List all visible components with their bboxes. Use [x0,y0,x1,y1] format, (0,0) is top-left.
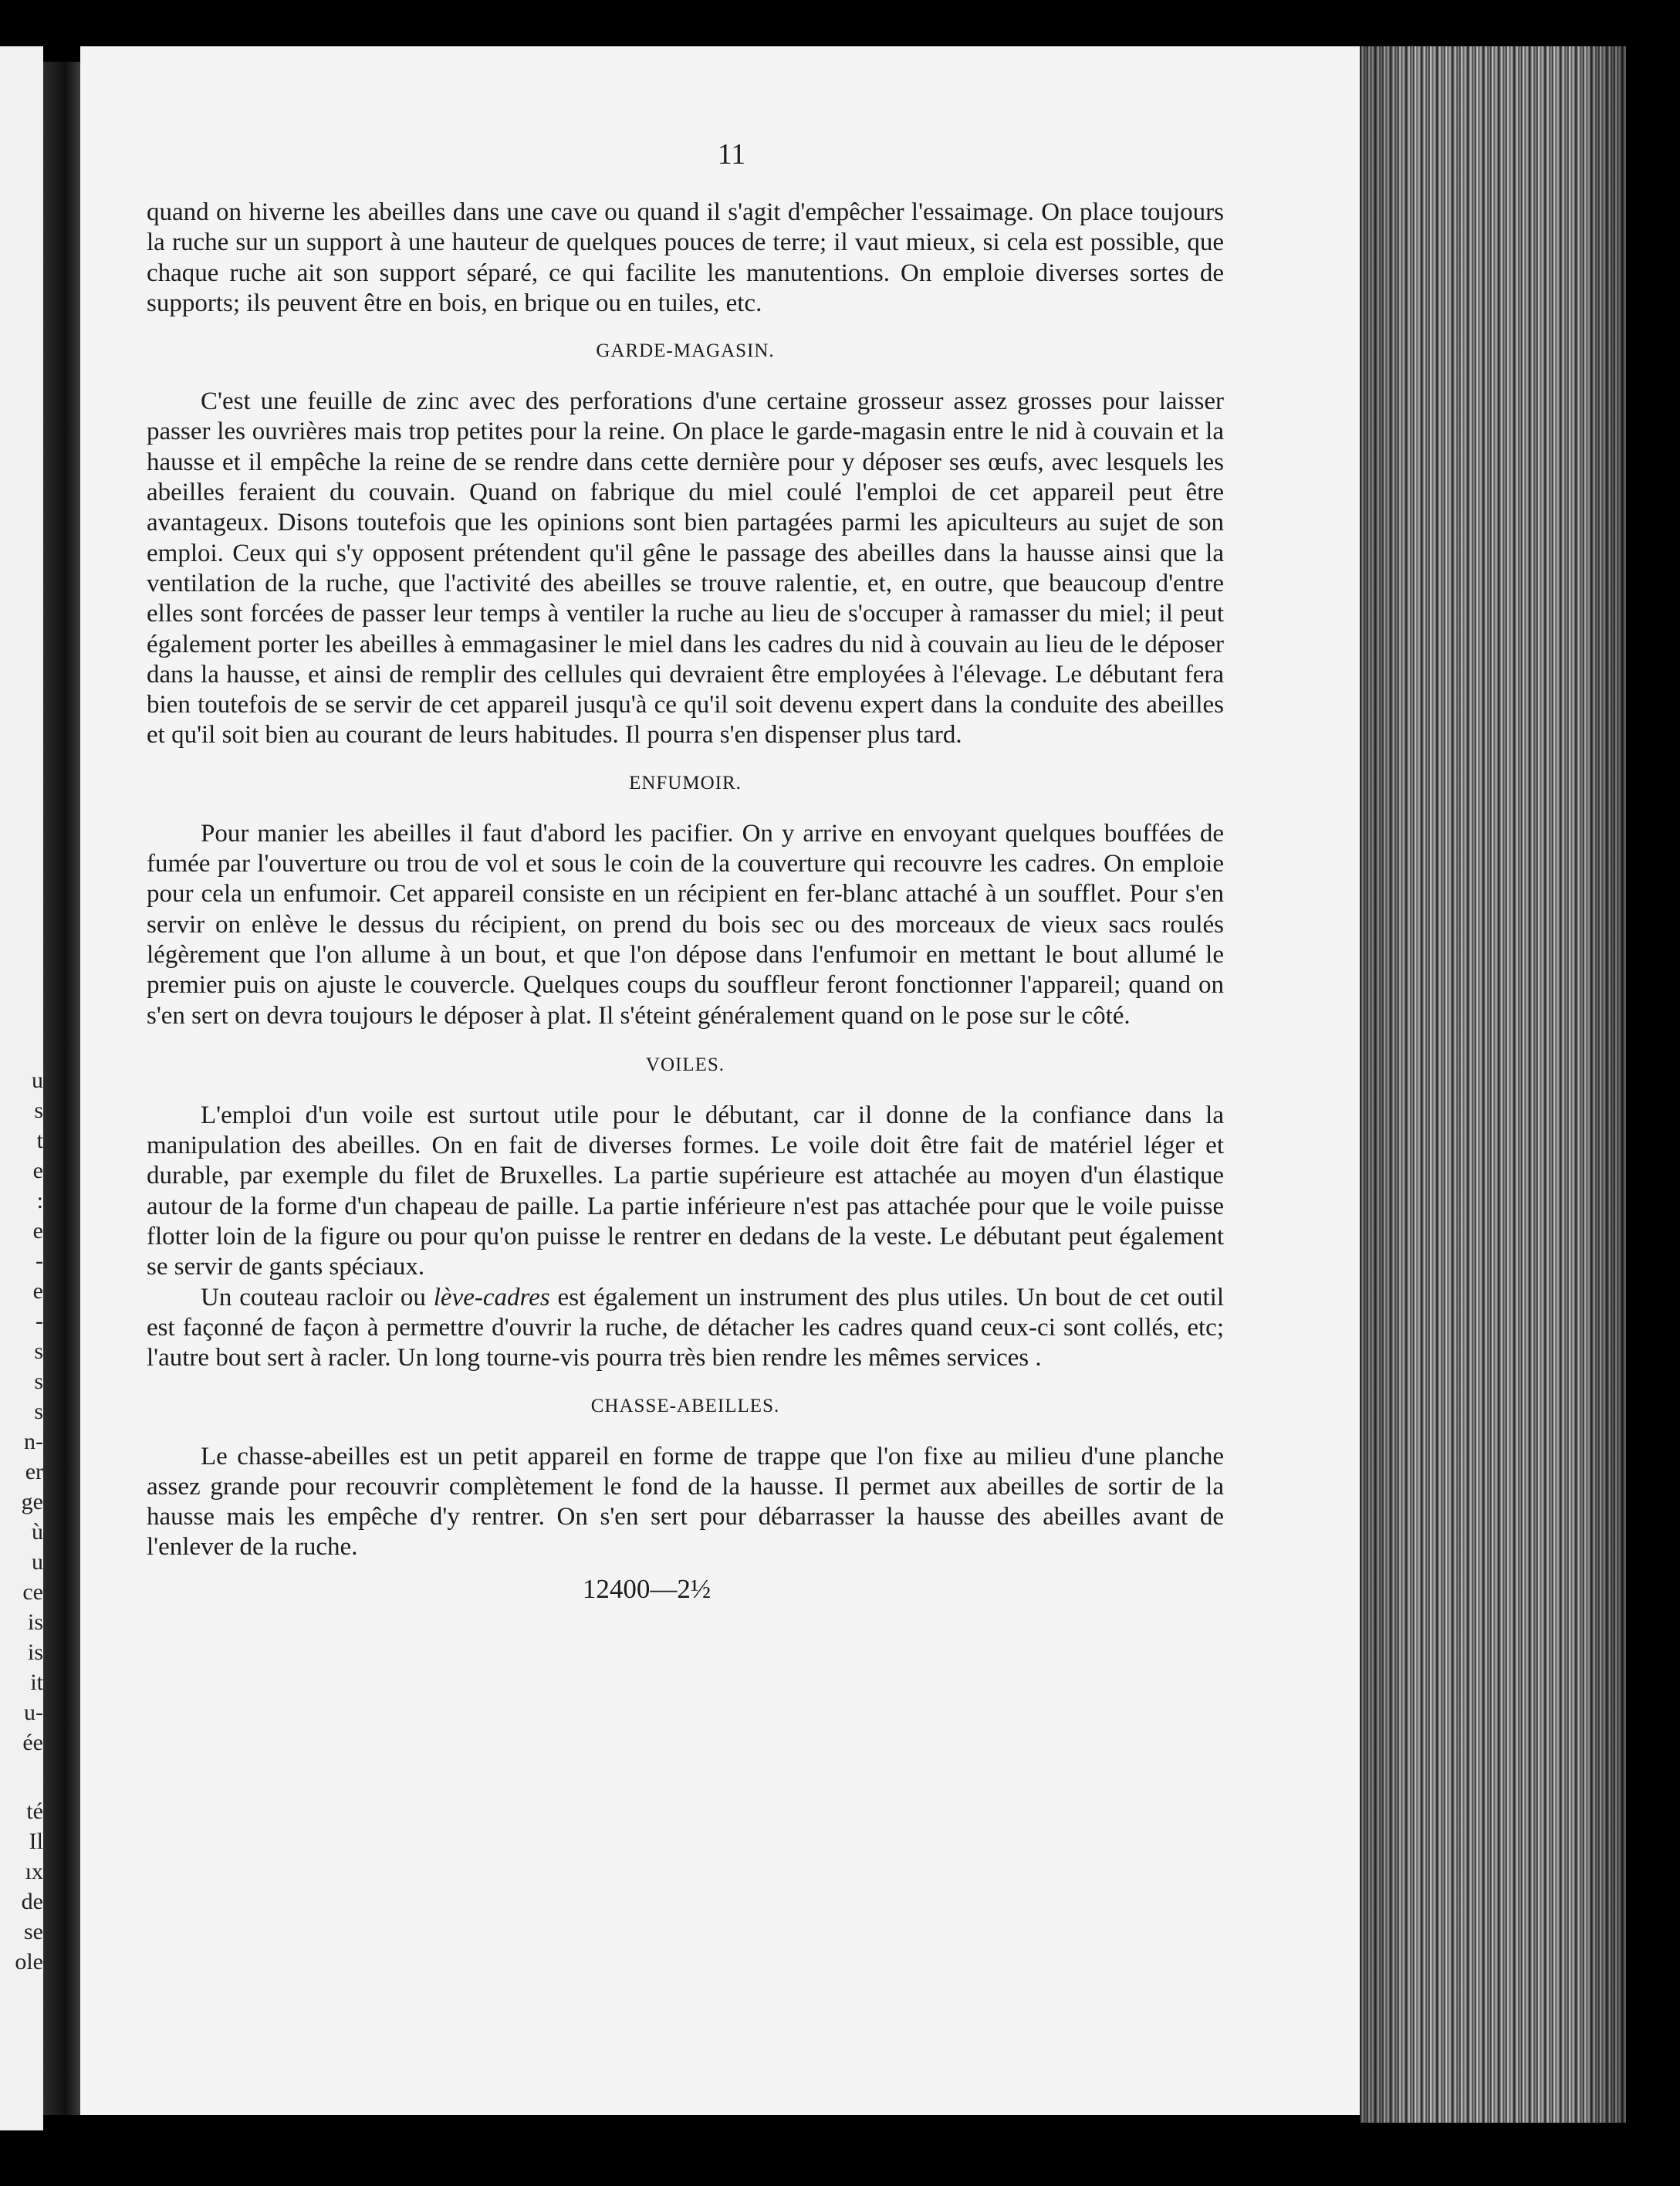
facing-page-fragment: té [26,1799,43,1824]
facing-page-fragment [0,1758,46,1796]
heading-enfumoir: ENFUMOIR. [629,772,742,794]
facing-page-fragment: n- [24,1429,43,1454]
facing-page-fragment: : [36,1188,43,1213]
intro-paragraph: quand on hiverne les abeilles dans une cave ou quand il s'agit d'empêcher l'essaimage. On place toujours la ruche sur un support à une hauteur de quelques pouces de terre; il vaut mieux, si cela est possible, que chaque ruche ait son support séparé, ce qui facilite les manutentions. On emploie diverses sortes de supports; ils peuvent être en bois, en brique ou en tuiles, etc. [147,198,1224,317]
facing-page-fragment: - [35,1308,43,1334]
couteau-text-end: est également un instrument des plus utiles. Un bout de cet outil est façonné de façon à permettre d'ouvrir la ruche, de détacher les cadres quand ceux-ci sont collés, etc; l'autre bout sert à racler. Un long tourne-vis pourra très bien rendre les mêmes services . [147,1283,1224,1372]
heading-chasse-abeilles: CHASSE-ABEILLES. [590,1395,780,1416]
heading-garde-magasin: GARDE-MAGASIN. [596,340,775,362]
facing-page-fragment: s [34,1098,43,1123]
facing-page-fragment: se [24,1919,43,1944]
facing-page-fragment: ıx [25,1859,43,1884]
couteau-text-start: Un couteau racloir ou [201,1283,434,1311]
facing-page-fragment: de [21,1889,43,1914]
heading-voiles: VOILES. [645,1054,725,1075]
page-number: 11 [717,138,746,171]
leve-cadres-term: lève-cadres [433,1283,550,1311]
facing-page-fragment: ole [15,1949,43,1975]
enfumoir-paragraph: Pour manier les abeilles il faut d'abord les pacifier. On y arrive en envoyant quelques bouffées de fumée par l'ouverture ou trou de vol et sous le coin de la couverture qui recouvre les cadres. On emploie pour cela un enfumoir. Cet appareil consiste en un récipient en fer-blanc attaché à un soufflet. Pour s'en servir on enlève le dessus du récipient, on prend du bois sec ou des morceaux de vieux sacs roulés légèrement que l'on allume à un bout, et que l'on dépose dans l'enfumoir en mettant le bout allumé le premier puis on ajuste le couvercle. Quelques coups du souffleur feront fonctionner l'appareil; quand on s'en sert on devra toujours le déposer à plat. Il s'éteint généralement quand on le pose sur le côté. [147,819,1224,1030]
couteau-racloir-paragraph [147,1283,1224,1374]
facing-page-text-fragments [0,1065,46,1977]
facing-page-fragment: ge [21,1489,43,1514]
facing-page-fragment: e [32,1158,43,1183]
facing-page-fragment: t [36,1128,43,1153]
garde-magasin-paragraph: C'est une feuille de zinc avec des perforations d'une certaine grosseur assez grosses pour laisser passer les ouvrières mais trop petites pour la reine. On place le garde-magasin entre le nid à couvain et la hausse et il empêche la reine de se rendre dans cette dernière pour y déposer ses œufs, avec lesquels les abeilles feraient du couvain. Quand on fabrique du miel coulé l'emploi de cet appareil peut être avantageux. Disons toutefois que les opinions sont bien partagées parmi les apiculteurs au sujet de son emploi. Ceux qui s'y opposent prétendent qu'il gêne le passage des abeilles dans la hausse ainsi que la ventilation de la ruche, que l'activité des abeilles se trouve ralentie, et, en outre, que beaucoup d'entre elles sont forcées de passer leur temps à ventiler la ruche au lieu de s'occuper à ramasser du miel; il peut également porter les abeilles à emmagasiner le miel dans les cadres du nid à couvain au lieu de le déposer dans la hausse, et ainsi de remplir des cellules qui devraient être employées à l'élevage. Le débutant fera bien toutefois de se servir de cet appareil jusqu'à ce qu'il soit devenu expert dans la conduite des abeilles et qu'il soit bien au courant de leurs habitudes. Il pourra s'en dispenser plus tard. [147,387,1224,750]
facing-page-fragment: ée [22,1730,43,1755]
chasse-abeilles-paragraph: Le chasse-abeilles est un petit appareil en forme de trappe que l'on fixe au milieu d'une planche assez grande pour recouvrir complètement le fond de la hausse. Il permet aux abeilles de sortir de la hausse mais les empêche d'y rentrer. On s'en sert pour débarrasser la hausse des abeilles avant de l'enlever de la ruche. [147,1442,1224,1562]
page-content [147,137,1224,1605]
page-block-shade [1360,46,1626,2123]
facing-page-fragment: u- [24,1700,43,1725]
facing-page-fragment: s [34,1399,43,1424]
facing-page-fragment: ce [22,1579,43,1605]
facing-page-fragment: it [30,1670,43,1695]
facing-page-fragment: u [32,1068,43,1093]
facing-page-fragment: er [25,1459,43,1484]
facing-page-edge [0,46,43,2130]
facing-page-fragment: - [35,1248,43,1274]
facing-page-fragment: is [27,1640,43,1665]
facing-page-fragment: e [32,1278,43,1304]
voiles-paragraph: L'emploi d'un voile est surtout utile pour le débutant, car il donne de la confiance dans la manipulation des abeilles. On en fait de diverses formes. Le voile doit être fait de matériel léger et durable, par exemple du filet de Bruxelles. La partie supérieure est attachée au moyen d'un élastique autour de la forme d'un chapeau de paille. La partie inférieure n'est pas attachée pour que le voile puisse flotter loin de la figure ou pour qu'on puisse le rentrer en dedans de la veste. Le débutant peut également se servir de gants spéciaux. [147,1101,1224,1281]
facing-page-fragment: u [32,1549,43,1575]
facing-page-fragment: Il [29,1829,43,1854]
facing-page-fragment: s [34,1338,43,1364]
facing-page-fragment: is [27,1609,43,1635]
page-footer-signature: 12400—2½ [582,1573,712,1604]
facing-page-fragment: s [34,1369,43,1394]
facing-page-fragment: ù [32,1519,43,1545]
book-gutter [43,62,80,2115]
facing-page-fragment: e [32,1218,43,1244]
